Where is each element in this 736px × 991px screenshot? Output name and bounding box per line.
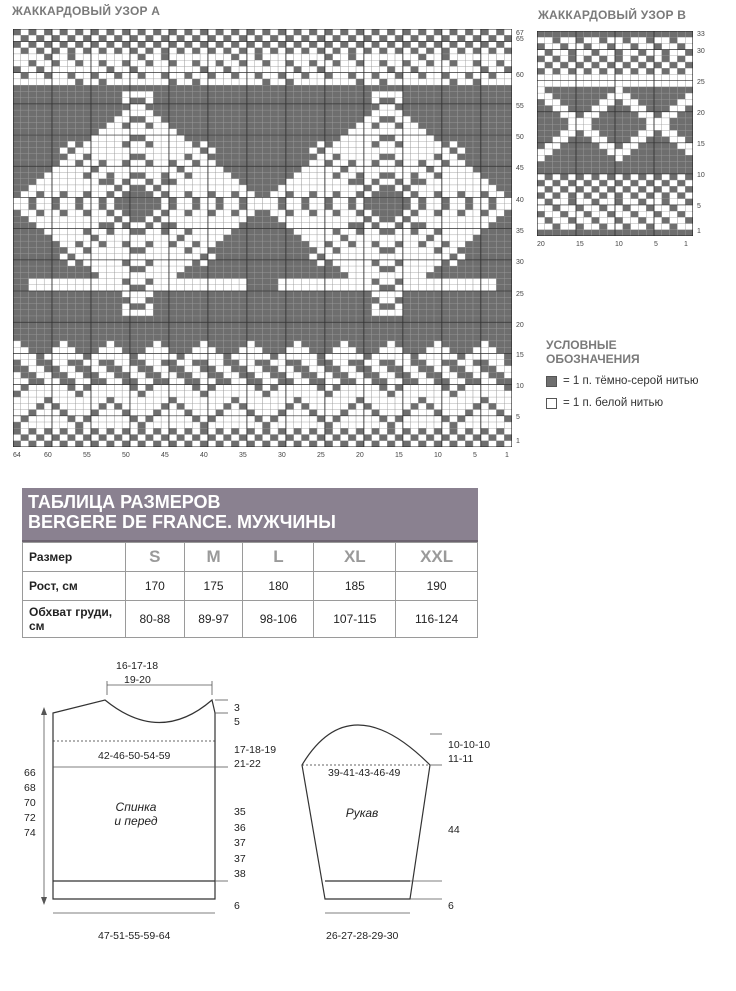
length-l: 70: [24, 797, 36, 809]
table-row: [23, 601, 478, 638]
cap-height-label-a: 10-10-10: [448, 739, 491, 751]
row-label: Рост, см: [23, 572, 126, 601]
jacquard-chart-b: [537, 31, 693, 236]
row-number: 65: [516, 36, 524, 43]
side-l: 37: [234, 837, 246, 849]
column-number: 10: [615, 241, 623, 248]
row-number: 5: [516, 414, 520, 421]
column-number: 20: [537, 241, 545, 248]
legend-dark-row: [546, 375, 698, 387]
row-number: 1: [697, 228, 701, 235]
side-s: 35: [234, 806, 246, 818]
column-number: 15: [395, 452, 403, 459]
length-s: 66: [24, 767, 36, 779]
row-number: 10: [697, 172, 705, 179]
size-cell: XXL: [396, 543, 478, 572]
side-xl: 37: [234, 852, 246, 865]
chest-cell: 107-115: [314, 601, 396, 638]
column-number: 40: [200, 452, 208, 459]
chest-cell: 98-106: [243, 601, 314, 638]
body-label-line2: и перед: [114, 814, 158, 828]
legend-white-text: = 1 п. белой нитью: [563, 397, 664, 409]
jacquard-chart-a: [13, 29, 512, 447]
row-number: 33: [697, 31, 705, 38]
column-number: 1: [684, 241, 688, 248]
legend-dark-text: = 1 п. тёмно-серой нитью: [563, 375, 699, 387]
size-table-header: [22, 488, 478, 540]
column-number: 5: [473, 452, 477, 459]
row-number: 35: [516, 228, 524, 235]
row-label: Размер: [23, 543, 126, 572]
size-table: [22, 542, 478, 638]
body-label-line1: Спинка: [115, 800, 157, 814]
row-number: 40: [516, 197, 524, 204]
sleeve-top-width-label: 39-41-43-46-49: [328, 767, 401, 779]
row-number: 25: [697, 79, 705, 86]
column-number: 50: [122, 452, 130, 459]
chest-width-label: 42-46-50-54-59: [98, 750, 171, 762]
body-rib-label: 6: [234, 900, 240, 912]
sleeve-piece-label: Рукав: [345, 806, 379, 820]
chart-a-title: ЖАККАРДОВЫЙ УЗОР А: [12, 4, 161, 18]
column-number: 10: [434, 452, 442, 459]
column-number: 30: [278, 452, 286, 459]
total-length-labels: [24, 766, 36, 841]
column-number: 35: [239, 452, 247, 459]
height-cell: 175: [184, 572, 243, 601]
row-number: 30: [516, 259, 524, 266]
white-swatch: [546, 398, 557, 409]
row-number: 15: [516, 352, 524, 359]
legend-white-row: [546, 397, 663, 409]
height-cell: 180: [243, 572, 314, 601]
column-number: 15: [576, 241, 584, 248]
size-cell: XL: [314, 543, 396, 572]
row-number: 20: [516, 322, 524, 329]
side-m: 36: [234, 821, 246, 834]
side-length-labels: [234, 805, 246, 883]
table-row: [23, 543, 478, 572]
sleeve-bottom-width-label: 26-27-28-29-30: [326, 930, 399, 942]
column-number: 20: [356, 452, 364, 459]
column-number: 64: [13, 452, 21, 459]
armhole-label-b: 21-22: [234, 758, 261, 770]
size-table-title-2: BERGERE DE FRANCE. МУЖЧИНЫ: [28, 512, 336, 532]
column-number: 55: [83, 452, 91, 459]
row-number: 5: [697, 203, 701, 210]
sleeve-rib-label: 6: [448, 900, 454, 912]
size-table-title-1: ТАБЛИЦА РАЗМЕРОВ: [28, 492, 221, 512]
sleeve-length-label: 44: [448, 824, 460, 836]
neck-width-label-b: 19-20: [124, 674, 151, 686]
row-number: 1: [516, 438, 520, 445]
armhole-label-a: 17-18-19: [234, 744, 277, 756]
length-xl: 72: [24, 812, 36, 824]
row-number: 67: [516, 30, 524, 37]
shoulder-drop-label: 3: [234, 702, 240, 714]
chest-cell: 116-124: [396, 601, 478, 638]
column-number: 1: [505, 452, 509, 459]
row-number: 45: [516, 165, 524, 172]
side-xxl: 38: [234, 868, 246, 880]
chest-cell: 89-97: [184, 601, 243, 638]
cap-height-label-b: 11-11: [448, 753, 474, 765]
dark-swatch: [546, 376, 557, 387]
row-number: 15: [697, 141, 705, 148]
table-row: [23, 572, 478, 601]
length-xxl: 74: [24, 827, 36, 839]
row-number: 55: [516, 103, 524, 110]
column-number: 60: [44, 452, 52, 459]
body-piece-label: [96, 800, 176, 828]
length-m: 68: [24, 782, 36, 794]
size-cell: M: [184, 543, 243, 572]
neck-depth-label: 5: [234, 716, 240, 728]
height-cell: 190: [396, 572, 478, 601]
row-label: Обхват груди, см: [23, 601, 126, 638]
column-number: 25: [317, 452, 325, 459]
legend-title-line1: УСЛОВНЫЕ: [546, 338, 617, 352]
legend-title: [546, 338, 640, 366]
height-cell: 170: [126, 572, 185, 601]
row-number: 25: [516, 291, 524, 298]
height-cell: 185: [314, 572, 396, 601]
row-number: 60: [516, 72, 524, 79]
legend-title-line2: ОБОЗНАЧЕНИЯ: [546, 352, 640, 366]
column-number: 45: [161, 452, 169, 459]
bottom-width-label: 47-51-55-59-64: [98, 930, 171, 942]
row-number: 30: [697, 48, 705, 55]
row-number: 20: [697, 110, 705, 117]
size-cell: L: [243, 543, 314, 572]
chart-b-title: ЖАККАРДОВЫЙ УЗОР В: [538, 8, 687, 22]
column-number: 5: [654, 241, 658, 248]
row-number: 50: [516, 134, 524, 141]
chest-cell: 80-88: [126, 601, 185, 638]
row-number: 10: [516, 383, 524, 390]
neck-width-label: 16-17-18: [116, 660, 159, 672]
size-cell: S: [126, 543, 185, 572]
